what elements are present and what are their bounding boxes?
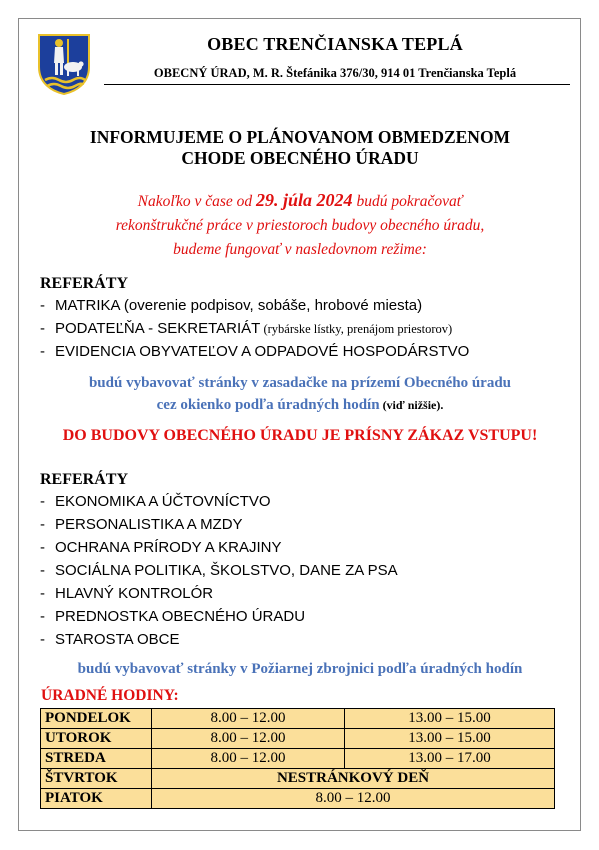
list-dash: - [40, 539, 45, 556]
section-2-heading: REFERÁTY [40, 471, 129, 488]
list-item-label: OCHRANA PRÍRODY A KRAJINY [55, 539, 282, 556]
hours-all-day: 8.00 – 12.00 [152, 789, 555, 809]
intro-date: 29. júla 2024 [256, 190, 353, 210]
hours-afternoon: 13.00 – 15.00 [344, 709, 554, 729]
list-dash: - [40, 297, 45, 314]
table-row [41, 709, 555, 729]
table-row [41, 789, 555, 809]
notice-title-line-1: INFORMUJEME O PLÁNOVANOM OBMEDZENOM [89, 127, 511, 147]
section-1-info-line-2 [20, 394, 580, 416]
list-item-label: HLAVNÝ KONTROLÓR [55, 585, 214, 602]
intro-line-3: budeme fungovať v nasledovnom režime: [173, 241, 427, 258]
hours-day: ŠTVRTOK [41, 769, 152, 789]
hours-afternoon: 13.00 – 15.00 [344, 729, 554, 749]
section-1-info-note: (viď nižšie). [379, 398, 444, 412]
hours-afternoon: 13.00 – 17.00 [344, 749, 554, 769]
list-item [40, 605, 398, 628]
list-dash: - [40, 343, 45, 360]
hours-morning: 8.00 – 12.00 [152, 749, 345, 769]
section-1-heading: REFERÁTY [40, 275, 129, 292]
municipality-title: OBEC TRENČIANSKA TEPLÁ [207, 34, 463, 54]
hours-morning: 8.00 – 12.00 [152, 709, 345, 729]
list-dash: - [40, 493, 45, 510]
office-address: OBECNÝ ÚRAD, M. R. Štefánika 376/30, 914 01 Trenčianska Teplá [153, 66, 517, 80]
intro-line-1 [20, 188, 580, 214]
list-dash: - [40, 516, 45, 533]
section-1-list [40, 294, 469, 363]
hours-morning: 8.00 – 12.00 [152, 729, 345, 749]
list-item [40, 536, 398, 559]
list-item-note: (rybárske lístky, prenájom priestorov) [260, 322, 453, 336]
section-1-info-line-1: budú vybavovať stránky v zasadačke na prízemí Obecného úradu [88, 375, 512, 391]
hours-day: PONDELOK [41, 709, 152, 729]
list-item [40, 582, 398, 605]
section-1-info-text: cez okienko podľa úradných hodín [156, 397, 380, 413]
list-item-label: PERSONALISTIKA A MZDY [55, 516, 243, 533]
table-row [41, 769, 555, 789]
section-2-info: budú vybavovať stránky v Požiarnej zbrojnici podľa úradných hodín [77, 661, 523, 677]
intro-pre: Nakoľko v čase od [137, 193, 257, 210]
coat-of-arms-icon [37, 33, 91, 95]
section-2-list [40, 490, 398, 651]
list-item-label: EVIDENCIA OBYVATEĽOV A ODPADOVÉ HOSPODÁRSTVO [55, 343, 470, 360]
entry-ban-warning: DO BUDOVY OBECNÉHO ÚRADU JE PRÍSNY ZÁKAZ VSTUPU! [62, 427, 538, 444]
list-item [40, 294, 469, 317]
list-item [40, 559, 398, 582]
hours-day: UTOROK [41, 729, 152, 749]
list-dash: - [40, 585, 45, 602]
office-hours-heading: ÚRADNÉ HODINY: [41, 687, 179, 704]
list-dash: - [40, 631, 45, 648]
list-item-label: STAROSTA OBCE [55, 631, 180, 648]
list-item [40, 513, 398, 536]
list-item [40, 490, 398, 513]
office-hours-table [40, 708, 555, 809]
list-item-label: PODATEĽŇA - SEKRETARIÁT [55, 320, 261, 337]
list-item [40, 628, 398, 651]
notice-title-line-2: CHODE OBECNÉHO ÚRADU [181, 148, 419, 168]
list-item-label: PREDNOSTKA OBECNÉHO ÚRADU [55, 608, 306, 625]
section-1-info [20, 372, 580, 416]
notice-title [20, 127, 580, 169]
list-item [40, 317, 469, 340]
hours-day: STREDA [41, 749, 152, 769]
list-item [40, 340, 469, 363]
list-item-label: SOCIÁLNA POLITIKA, ŠKOLSTVO, DANE ZA PSA [55, 562, 398, 579]
table-row [41, 749, 555, 769]
list-item-label: EKONOMIKA A ÚČTOVNÍCTVO [55, 493, 271, 510]
header-divider [104, 84, 570, 85]
intro-post: budú pokračovať [352, 193, 463, 210]
list-dash: - [40, 320, 45, 337]
hours-all-day: NESTRÁNKOVÝ DEŇ [152, 769, 555, 789]
hours-day: PIATOK [41, 789, 152, 809]
table-row [41, 729, 555, 749]
list-dash: - [40, 562, 45, 579]
list-dash: - [40, 608, 45, 625]
intro-text [20, 188, 580, 262]
intro-line-2: rekonštrukčné práce v priestoroch budovy obecného úradu, [115, 217, 485, 234]
list-item-label: MATRIKA (overenie podpisov, sobáše, hrobové miesta) [55, 297, 423, 314]
